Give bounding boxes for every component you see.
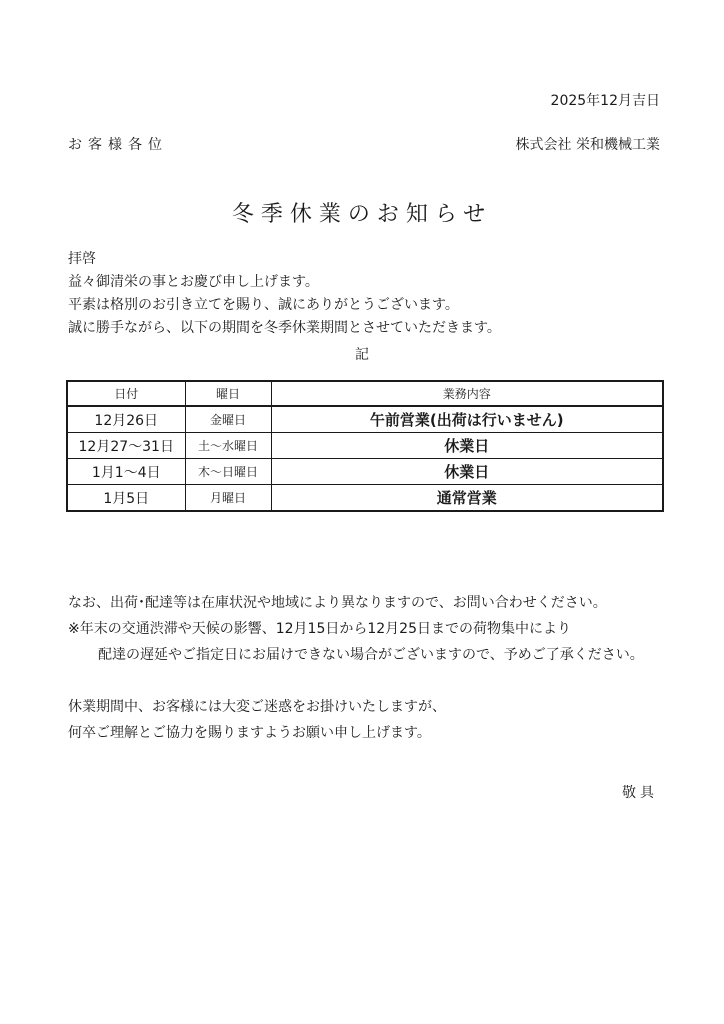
header-content: 業務内容 bbox=[271, 381, 663, 406]
table-row bbox=[67, 406, 663, 433]
row-day: 金曜日 bbox=[185, 406, 271, 433]
company-name: 株式会社 栄和機械工業 bbox=[515, 137, 660, 153]
row-date: 12月27～31日 bbox=[67, 433, 185, 459]
row-date: 1月5日 bbox=[67, 485, 185, 512]
closing-line: 休業期間中、お客様には大変ご迷惑をお掛けいたしますが、 bbox=[68, 699, 446, 715]
greeting-line: 誠に勝手ながら、以下の期間を冬季休業期間とさせていただきます。 bbox=[68, 320, 501, 336]
ki-marker: 記 bbox=[355, 347, 369, 363]
row-content: 休業日 bbox=[271, 459, 663, 485]
table-row bbox=[67, 485, 663, 512]
closing-keigu: 敬具 bbox=[622, 785, 658, 801]
page-title: 冬季休業のお知らせ bbox=[231, 202, 493, 227]
closing-block bbox=[68, 694, 446, 746]
closing-line: 何卒ご理解とご協力を賜りますようお願い申し上げます。 bbox=[68, 725, 431, 741]
row-content: 休業日 bbox=[271, 433, 663, 459]
note-line: ※年末の交通渋滞や天候の影響、12月15日から12月25日までの荷物集中により bbox=[68, 621, 571, 637]
row-content: 午前営業(出荷は行いません) bbox=[271, 406, 663, 433]
recipient: お客様各位 bbox=[68, 137, 168, 153]
row-day: 土～水曜日 bbox=[185, 433, 271, 459]
row-day: 月曜日 bbox=[185, 485, 271, 512]
note-line: なお、出荷･配達等は在庫状況や地域により異なりますので、お問い合わせください。 bbox=[68, 595, 607, 611]
header-date: 日付 bbox=[67, 381, 185, 406]
row-date: 12月26日 bbox=[67, 406, 185, 433]
table-row bbox=[67, 433, 663, 459]
table-header-row bbox=[67, 381, 663, 406]
row-content: 通常営業 bbox=[271, 485, 663, 512]
row-day: 木～日曜日 bbox=[185, 459, 271, 485]
note-line: 配達の遅延やご指定日にお届けできない場合がございますので、予めご了承ください。 bbox=[98, 647, 644, 663]
notice-date: 2025年12月吉日 bbox=[550, 93, 660, 109]
greeting-line: 益々御清栄の事とお慶び申し上げます。 bbox=[68, 274, 319, 290]
greeting-block bbox=[68, 248, 501, 340]
header-day: 曜日 bbox=[185, 381, 271, 406]
row-date: 1月1～4日 bbox=[67, 459, 185, 485]
notes-block bbox=[68, 590, 644, 668]
table-row bbox=[67, 459, 663, 485]
greeting-opening: 拝啓 bbox=[68, 251, 96, 267]
schedule-table bbox=[66, 380, 664, 512]
greeting-line: 平素は格別のお引き立てを賜り、誠にありがとうございます。 bbox=[68, 297, 459, 313]
